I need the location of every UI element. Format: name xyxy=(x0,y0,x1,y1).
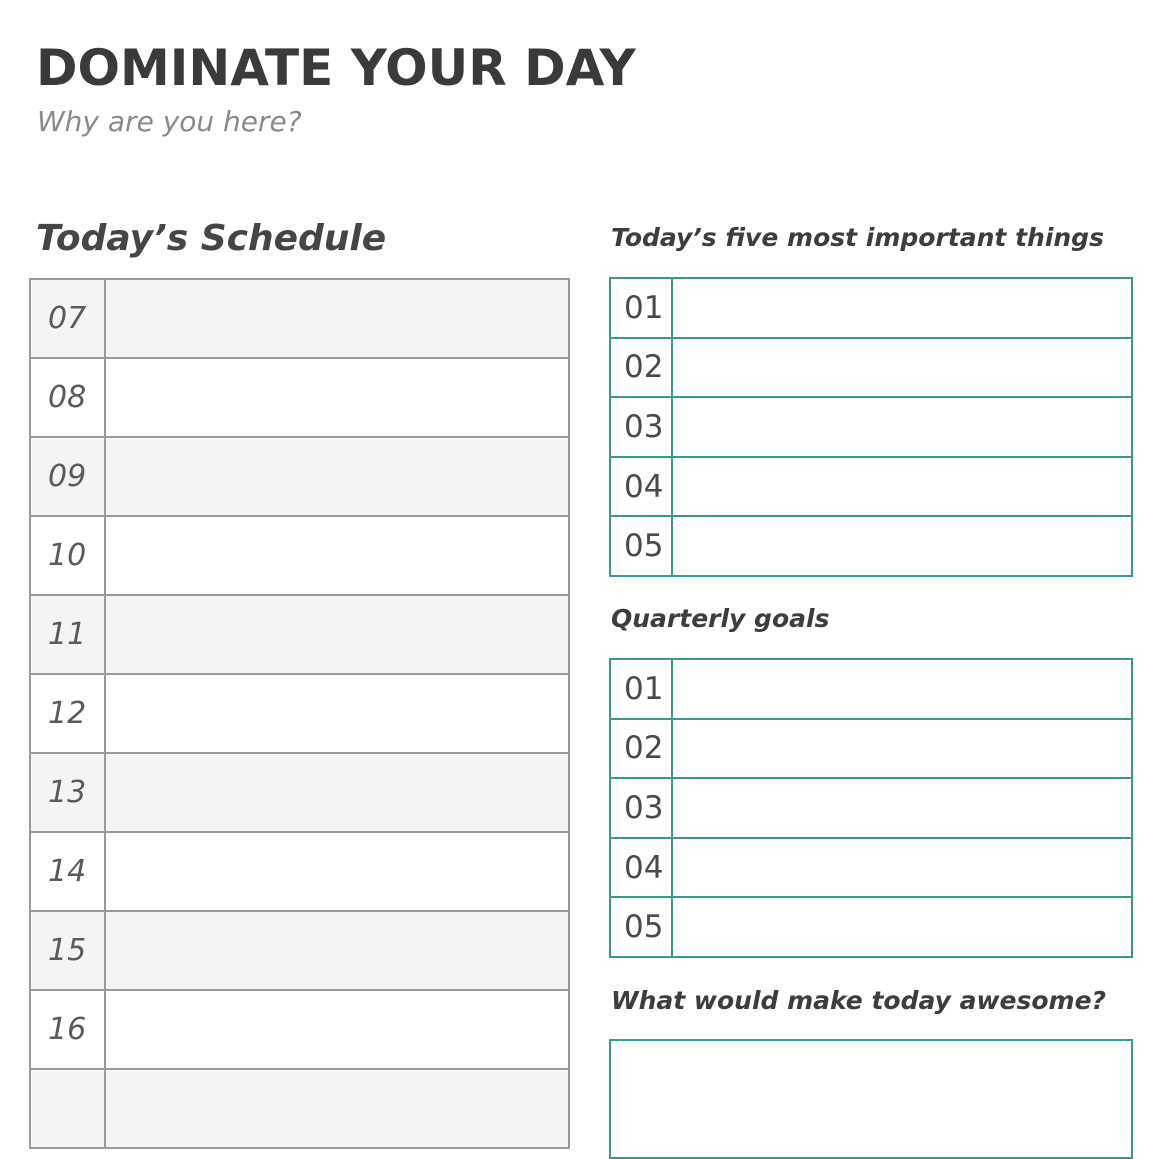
priority-entry-field[interactable] xyxy=(673,398,1131,456)
priority-row xyxy=(611,398,1131,458)
quarterly-goals-heading: Quarterly goals xyxy=(611,604,830,633)
schedule-entry-field[interactable] xyxy=(106,754,568,831)
schedule-heading: Today’s Schedule xyxy=(36,218,387,259)
schedule-hour-label: 14 xyxy=(31,833,106,910)
schedule-hour-label: 08 xyxy=(31,359,106,436)
priority-entry-field[interactable] xyxy=(673,458,1131,516)
priority-number: 03 xyxy=(611,398,673,456)
schedule-entry-field[interactable] xyxy=(106,596,568,673)
schedule-row xyxy=(31,517,568,596)
goal-number: 01 xyxy=(611,660,673,718)
schedule-hour-label: 09 xyxy=(31,438,106,515)
priority-row xyxy=(611,279,1131,339)
page-subtitle: Why are you here? xyxy=(37,105,302,138)
awesome-heading: What would make today awesome? xyxy=(611,986,1107,1015)
goal-number: 02 xyxy=(611,720,673,778)
goal-row xyxy=(611,720,1131,780)
priority-number: 01 xyxy=(611,279,673,337)
priority-row xyxy=(611,339,1131,399)
schedule-row xyxy=(31,438,568,517)
schedule-row xyxy=(31,1070,568,1149)
schedule-row xyxy=(31,359,568,438)
priority-entry-field[interactable] xyxy=(673,279,1131,337)
priorities-heading: Today’s five most important things xyxy=(611,223,1104,252)
schedule-hour-label: 13 xyxy=(31,754,106,831)
schedule-row xyxy=(31,754,568,833)
goal-row xyxy=(611,839,1131,899)
schedule-entry-field[interactable] xyxy=(106,675,568,752)
schedule-hour-label: 12 xyxy=(31,675,106,752)
goal-number: 04 xyxy=(611,839,673,897)
schedule-row xyxy=(31,912,568,991)
goal-entry-field[interactable] xyxy=(673,779,1131,837)
priority-number: 04 xyxy=(611,458,673,516)
priority-entry-field[interactable] xyxy=(673,517,1131,575)
schedule-row xyxy=(31,596,568,675)
goal-row xyxy=(611,660,1131,720)
schedule-row xyxy=(31,833,568,912)
awesome-entry-field[interactable] xyxy=(609,1039,1133,1159)
goal-entry-field[interactable] xyxy=(673,839,1131,897)
goal-row xyxy=(611,898,1131,958)
schedule-entry-field[interactable] xyxy=(106,833,568,910)
schedule-entry-field[interactable] xyxy=(106,517,568,594)
schedule-hour-label: 07 xyxy=(31,280,106,357)
schedule-hour-label: 16 xyxy=(31,991,106,1068)
schedule-hour-label xyxy=(31,1070,106,1147)
priority-entry-field[interactable] xyxy=(673,339,1131,397)
priorities-list xyxy=(609,277,1133,577)
schedule-entry-field[interactable] xyxy=(106,280,568,357)
priority-number: 05 xyxy=(611,517,673,575)
goal-number: 03 xyxy=(611,779,673,837)
page-title: DOMINATE YOUR DAY xyxy=(36,39,636,97)
goal-number: 05 xyxy=(611,898,673,956)
schedule-entry-field[interactable] xyxy=(106,438,568,515)
schedule-hour-label: 15 xyxy=(31,912,106,989)
schedule-entry-field[interactable] xyxy=(106,912,568,989)
schedule-row xyxy=(31,675,568,754)
priority-row xyxy=(611,517,1131,577)
schedule-entry-field[interactable] xyxy=(106,1070,568,1147)
priority-row xyxy=(611,458,1131,518)
schedule-entry-field[interactable] xyxy=(106,359,568,436)
schedule-hour-label: 11 xyxy=(31,596,106,673)
goal-entry-field[interactable] xyxy=(673,660,1131,718)
schedule-row xyxy=(31,991,568,1070)
schedule-entry-field[interactable] xyxy=(106,991,568,1068)
goal-row xyxy=(611,779,1131,839)
quarterly-goals-list xyxy=(609,658,1133,958)
schedule-row xyxy=(31,280,568,359)
priority-number: 02 xyxy=(611,339,673,397)
goal-entry-field[interactable] xyxy=(673,898,1131,956)
schedule-table xyxy=(29,278,570,1149)
schedule-hour-label: 10 xyxy=(31,517,106,594)
goal-entry-field[interactable] xyxy=(673,720,1131,778)
